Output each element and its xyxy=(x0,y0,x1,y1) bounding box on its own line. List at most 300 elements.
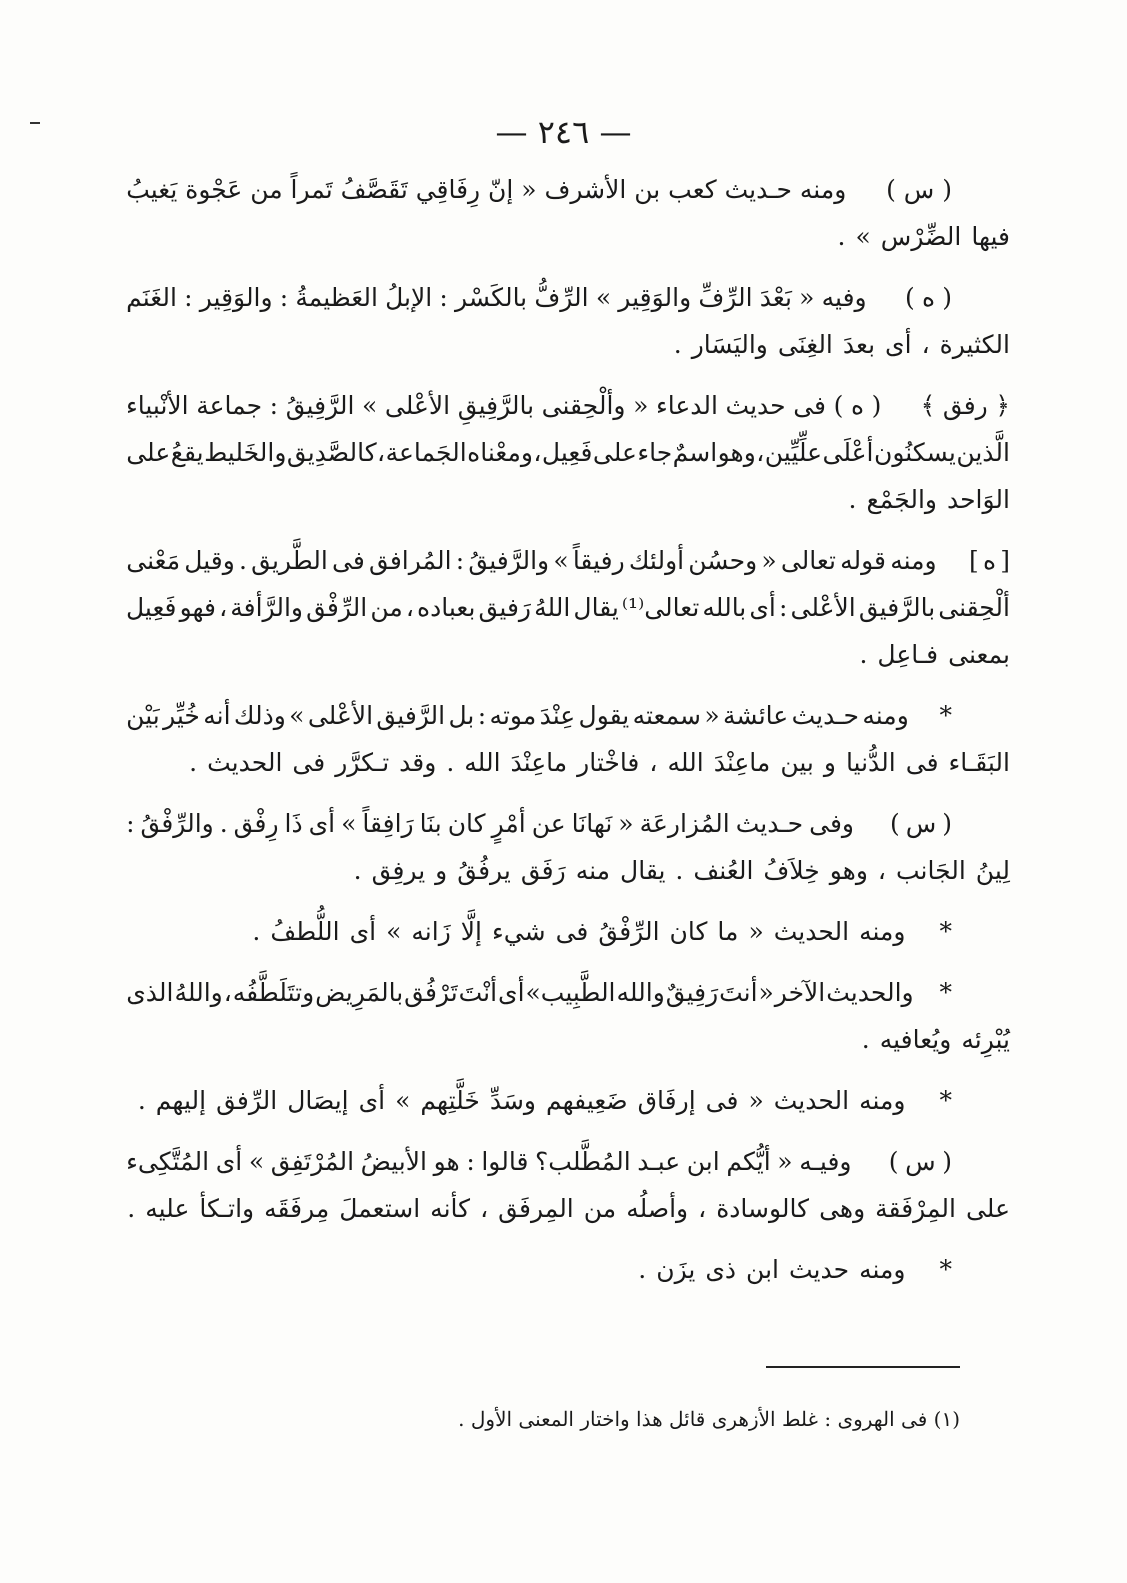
word: والرِّفْقُ xyxy=(140,809,214,838)
word: و xyxy=(435,856,448,885)
word: الأبيضُ xyxy=(360,1147,427,1176)
word: بالكَسْر xyxy=(455,283,528,312)
word: يرفِق xyxy=(371,856,426,885)
word: . xyxy=(189,748,198,777)
word: . xyxy=(353,856,362,885)
word: ( xyxy=(871,391,882,420)
word: « xyxy=(521,175,537,204)
word: : xyxy=(269,391,279,420)
word: أنتَ xyxy=(719,978,758,1007)
word: رِفْق xyxy=(233,809,279,838)
word: وألْحِقنى xyxy=(541,391,626,420)
word: « xyxy=(758,978,774,1007)
entry-marker: س xyxy=(903,175,935,204)
word: ما xyxy=(717,917,739,946)
word: » xyxy=(362,391,378,420)
word: ذَا xyxy=(284,809,303,838)
word: كان xyxy=(447,809,486,838)
word: المُزارعَة xyxy=(639,809,730,838)
word: : xyxy=(279,283,289,312)
word: يقال xyxy=(573,593,619,622)
word: . xyxy=(252,917,261,946)
word: » xyxy=(248,1147,265,1176)
word: بَعْدَ xyxy=(759,283,792,312)
word: ، xyxy=(756,438,765,467)
word: من xyxy=(250,175,283,204)
entry-marker: ] xyxy=(968,546,979,575)
entry-marker: ) xyxy=(904,283,915,312)
word: مِرفَقَه xyxy=(264,1194,330,1223)
word: الذى xyxy=(126,978,174,1007)
word: أيُّكم xyxy=(726,1147,771,1176)
word: قوله xyxy=(840,546,886,575)
word: من xyxy=(370,593,403,622)
word: يقال xyxy=(620,856,666,885)
word: ماعِنْدَ xyxy=(510,748,568,777)
entry-marker: س xyxy=(905,1147,936,1176)
word: ومنه xyxy=(859,1255,906,1284)
word: ، xyxy=(219,593,228,622)
word: العَظيمةُ xyxy=(295,283,378,312)
word: والرَّفيقُ xyxy=(468,546,550,575)
word: أى xyxy=(308,809,336,838)
word: ، xyxy=(223,978,232,1007)
word: البَقَـاء xyxy=(948,748,1010,777)
word: ه xyxy=(850,391,865,420)
word: جماعة xyxy=(196,391,263,420)
word: عليه xyxy=(145,1194,190,1223)
word: نَهانَا xyxy=(571,809,613,838)
word: إلَّا xyxy=(460,917,483,946)
word: اللُّطفُ xyxy=(270,917,340,946)
word: « xyxy=(799,283,815,312)
word: المُرافق xyxy=(368,546,452,575)
word: » xyxy=(595,283,612,312)
word: ، xyxy=(405,593,414,622)
word: الآخر xyxy=(774,978,826,1007)
word: فى xyxy=(555,917,589,946)
word: الرِّفِّ xyxy=(698,283,753,312)
word: . xyxy=(675,856,684,885)
word: زَانه xyxy=(411,917,451,946)
word: كعب xyxy=(668,175,717,204)
entry-marker: * xyxy=(939,978,952,1007)
word: المِرْفَقة xyxy=(875,1194,956,1223)
word: فـاعِل xyxy=(877,640,939,669)
main-text xyxy=(126,166,1010,1293)
word: ، xyxy=(480,1194,489,1223)
word: ذى xyxy=(705,1255,737,1284)
word: فَعِيل xyxy=(126,593,177,622)
entry-marker: ﴾ xyxy=(920,391,936,420)
word: فَعِيل xyxy=(541,438,593,467)
paragraph xyxy=(126,166,1010,260)
word: كالصَّدِيق xyxy=(286,438,377,467)
word: اسمٌ xyxy=(672,438,718,467)
word: الغِنَى xyxy=(777,330,833,359)
paragraph xyxy=(126,1138,1010,1232)
entry-marker: [ xyxy=(1000,546,1010,575)
word: ، xyxy=(649,748,658,777)
word: الإبلُ xyxy=(385,283,433,312)
word: وهى xyxy=(819,1194,866,1223)
word: ، xyxy=(533,438,542,467)
word: . xyxy=(238,546,247,575)
word: الأعْلى xyxy=(384,391,451,420)
word: أى xyxy=(215,1147,243,1176)
word: » xyxy=(855,222,871,251)
word: جاء xyxy=(637,438,673,467)
word: رَفَق xyxy=(520,856,566,885)
word: وتتَلَطَّفُه xyxy=(232,978,315,1007)
entry-marker: ( xyxy=(942,809,952,838)
word: إرفَاق xyxy=(637,1086,696,1115)
text-line xyxy=(126,1185,1010,1232)
word: الله xyxy=(464,748,501,777)
word: ومنه xyxy=(862,701,909,730)
text-line xyxy=(126,429,1010,476)
entry-marker: * xyxy=(939,701,952,730)
word: ألْحِقنى xyxy=(938,593,1010,622)
word: . xyxy=(861,1025,870,1054)
entry-marker: ) xyxy=(889,809,900,838)
entry-marker: * xyxy=(939,1255,952,1284)
entry-marker: س xyxy=(905,809,937,838)
word: عبـد xyxy=(637,1147,681,1176)
word: ومعْناه xyxy=(467,438,533,467)
word: الحديث xyxy=(207,748,283,777)
text-line xyxy=(126,1246,1010,1293)
word: إيصَال xyxy=(287,1086,349,1115)
word: عائشة xyxy=(723,701,789,730)
word: إليهم xyxy=(155,1086,207,1115)
word: « xyxy=(704,701,720,730)
word: علِّيِّين xyxy=(764,438,823,467)
footnote: (١) فى الهروى : غلط الأزهرى قائل هذا واختار المعنى الأول . xyxy=(458,1407,960,1431)
entry-marker: رفق xyxy=(942,391,988,420)
word: الحديث xyxy=(773,1086,850,1115)
word: تعالى xyxy=(780,546,836,575)
word: . xyxy=(673,330,682,359)
word: فهو xyxy=(179,593,216,622)
word: شيء xyxy=(492,917,546,946)
word: . xyxy=(859,640,868,669)
entry-marker: ( xyxy=(942,175,952,204)
text-line xyxy=(126,1016,1010,1063)
word: فى xyxy=(905,748,939,777)
word: حـديث xyxy=(724,175,792,204)
word: . xyxy=(446,748,455,777)
word: وقد xyxy=(399,748,437,777)
word: » xyxy=(395,1086,411,1115)
word: خُيِّر xyxy=(163,701,200,730)
word: خِلاَفُ xyxy=(763,856,820,885)
word: كأنه xyxy=(430,1194,471,1223)
word: مَعْنى xyxy=(126,546,181,575)
word: فى xyxy=(332,546,365,575)
word: الرِّفُّ xyxy=(534,283,589,312)
word: عَجْوة xyxy=(185,175,243,204)
word: » xyxy=(289,701,305,730)
word: الدعاء xyxy=(655,391,718,420)
word: فاخْتار xyxy=(577,748,640,777)
word: : xyxy=(126,809,135,838)
entry-marker: ه xyxy=(982,546,997,575)
word: الرَّفِيقُ xyxy=(285,391,355,420)
word: وحسُن xyxy=(688,546,758,575)
word: : xyxy=(778,593,788,622)
word: الجَانب xyxy=(895,856,966,885)
text-line xyxy=(126,584,1010,631)
word: بين xyxy=(780,748,814,777)
word: » xyxy=(553,546,569,575)
word: أى xyxy=(349,917,377,946)
word: رَفِيقٌ xyxy=(665,978,719,1007)
text-line xyxy=(126,1138,1010,1185)
word: الأعْلى xyxy=(790,593,856,622)
word: تعالى⁽¹⁾ xyxy=(621,593,700,622)
word: ماعِنْدَ xyxy=(713,748,771,777)
word: وأصلُه xyxy=(626,1194,689,1223)
word: على xyxy=(965,1194,1010,1223)
word: حـديث xyxy=(791,701,859,730)
word: ، xyxy=(877,856,886,885)
paragraph xyxy=(126,274,1010,368)
word: عِنْدَ xyxy=(539,701,576,730)
text-line xyxy=(126,213,1010,260)
word: الدُّنيا xyxy=(845,748,896,777)
text-line xyxy=(126,847,1010,894)
word: الرِّفق xyxy=(216,1086,278,1115)
entry-marker: ) xyxy=(886,175,896,204)
word: بل xyxy=(448,701,475,730)
text-line xyxy=(126,166,1010,213)
word: أى xyxy=(749,593,776,622)
word: بالمَرِيض xyxy=(315,978,404,1007)
word: ، xyxy=(377,438,386,467)
word: والله xyxy=(616,978,665,1007)
word: » xyxy=(341,809,357,838)
word: أمْرٍ xyxy=(491,809,526,838)
word: على xyxy=(592,438,637,467)
text-line xyxy=(126,739,1010,786)
word: ضَعِيفهم xyxy=(546,1086,628,1115)
word: ويُعافيه xyxy=(879,1025,952,1054)
word: قالوا xyxy=(481,1147,529,1176)
word: أى xyxy=(498,978,525,1007)
word: يقعُ xyxy=(170,438,204,467)
word: واليَسَار xyxy=(691,330,768,359)
word: وسَدِّ xyxy=(489,1086,537,1115)
word: أى xyxy=(885,330,912,359)
word: والجَمْع xyxy=(866,485,937,514)
word: يسكنُون xyxy=(873,438,956,467)
word: الحديث xyxy=(773,917,850,946)
word: الغَنَم xyxy=(126,283,177,312)
word: كان xyxy=(669,917,708,946)
text-line xyxy=(126,476,1010,523)
text-line xyxy=(126,969,1010,1016)
word: وفيـه xyxy=(799,1147,852,1176)
text-line xyxy=(126,321,1010,368)
word: الرِّفْق xyxy=(306,593,368,622)
word: العُنف xyxy=(693,856,754,885)
word: يُبْرِئه xyxy=(961,1025,1010,1054)
entry-marker: * xyxy=(939,1086,952,1115)
word: فى xyxy=(292,748,326,777)
word: المُطَّلب؟ xyxy=(535,1147,631,1176)
word: لِينُ xyxy=(975,856,1010,885)
word: والخَليط xyxy=(204,438,287,467)
word: بَيْن xyxy=(126,701,160,730)
word: . xyxy=(837,222,846,251)
word: المُتَّكِىء xyxy=(126,1147,210,1176)
word: رَافِقاً xyxy=(362,809,414,838)
entry-marker: ) xyxy=(888,1147,899,1176)
text-line xyxy=(126,1077,1010,1124)
word: حديث xyxy=(725,391,786,420)
word: إنّ xyxy=(488,175,514,204)
word: « xyxy=(633,391,649,420)
word: وقيل xyxy=(184,546,235,575)
word: واللهُ xyxy=(174,978,223,1007)
footnote-separator xyxy=(766,1366,960,1368)
word: : xyxy=(439,283,448,312)
paragraph xyxy=(126,1077,1010,1124)
word: تـكرَّر xyxy=(335,748,390,777)
word: بالرَّفيق xyxy=(858,593,936,622)
entry-marker: ه xyxy=(921,283,936,312)
word: يقول xyxy=(578,701,630,730)
word: يزَن xyxy=(656,1255,696,1284)
word: و xyxy=(823,748,836,777)
word: سمعته xyxy=(632,701,701,730)
text-line xyxy=(126,800,1010,847)
word: ومنه xyxy=(859,917,906,946)
word: بالرَّفِيقِ xyxy=(457,391,535,420)
word: ، xyxy=(698,1194,707,1223)
word: وذلك xyxy=(233,701,286,730)
word: « xyxy=(748,917,764,946)
word: موته xyxy=(489,701,537,730)
paragraph xyxy=(126,382,1010,523)
word: وفى xyxy=(809,809,854,838)
paragraph xyxy=(126,692,1010,786)
word: هو xyxy=(433,1147,460,1176)
text-line xyxy=(126,631,1010,678)
word: « xyxy=(618,809,634,838)
word: الجَماعة xyxy=(385,438,467,467)
text-line xyxy=(126,274,1010,321)
word: فى xyxy=(793,391,827,420)
word: ) xyxy=(833,391,844,420)
word: حـديث xyxy=(735,809,804,838)
word: أى xyxy=(358,1086,386,1115)
word: وهو xyxy=(829,856,868,885)
word: يرفُقُ xyxy=(457,856,511,885)
word: بعدَ xyxy=(842,330,876,359)
word: بنَا xyxy=(419,809,442,838)
word: . xyxy=(127,1194,136,1223)
word: فى xyxy=(705,1086,739,1115)
word: ابن xyxy=(686,1147,720,1176)
word: والرَّأفة xyxy=(230,593,303,622)
word: أعْلَى xyxy=(822,438,874,467)
word: الأعْلى xyxy=(307,701,374,730)
word: ومنه xyxy=(799,175,847,204)
word: واتـكأ xyxy=(199,1194,255,1223)
word: وهو xyxy=(717,438,756,467)
word: ومنه xyxy=(890,546,937,575)
word: بعباده xyxy=(417,593,476,622)
paragraph xyxy=(126,969,1010,1063)
word: : xyxy=(184,283,193,312)
word: والوَقِير xyxy=(199,283,273,312)
entry-marker: ( xyxy=(942,1147,952,1176)
word: ، xyxy=(921,330,930,359)
word: من xyxy=(583,1194,617,1223)
paragraph xyxy=(126,908,1010,955)
word: بمعنى xyxy=(948,640,1010,669)
word: رفيقاً xyxy=(572,546,625,575)
page-number: — ٢٤٦ — xyxy=(495,113,632,151)
word: الله xyxy=(667,748,704,777)
word: استعملَ xyxy=(339,1194,421,1223)
word: أنه xyxy=(203,701,231,730)
text-line xyxy=(126,382,1010,429)
word: الضِّرْس xyxy=(880,222,962,251)
word: : xyxy=(477,701,487,730)
word: حديث xyxy=(788,1255,850,1284)
word: ومنه xyxy=(859,1086,906,1115)
word: الكثيرة xyxy=(939,330,1010,359)
word: الطَّريق xyxy=(251,546,328,575)
word: . xyxy=(848,485,857,514)
word: الَّذين xyxy=(956,438,1010,467)
word: الطَّبِيب» xyxy=(525,978,616,1007)
word: أولئك xyxy=(628,546,685,575)
paragraph xyxy=(126,537,1010,678)
word: ابن xyxy=(746,1255,779,1284)
word: : xyxy=(455,546,465,575)
word: على xyxy=(126,438,171,467)
word: . xyxy=(638,1255,647,1284)
word: يَغيبُ xyxy=(126,175,178,204)
word: الأنْبياء xyxy=(126,391,189,420)
word: « xyxy=(761,546,777,575)
word: اللهُ xyxy=(534,593,571,622)
word: المُرْتَفِق xyxy=(270,1147,355,1176)
word: تَقَصَّفُ xyxy=(340,175,408,204)
word: خَلَّتِهم xyxy=(420,1086,480,1115)
word: منه xyxy=(575,856,611,885)
word: الأشرف xyxy=(544,175,627,204)
word: تَرْفُق xyxy=(404,978,458,1007)
word: الوَاحد xyxy=(946,485,1010,514)
text-line xyxy=(126,692,1010,739)
word: الرِّفْقُ xyxy=(598,917,660,946)
word: بن xyxy=(634,175,661,204)
word: بالله xyxy=(702,593,747,622)
word: « xyxy=(748,1086,764,1115)
word: أنْتَ xyxy=(458,978,498,1007)
word: الرَّفيق xyxy=(376,701,446,730)
entry-marker: * xyxy=(939,917,952,946)
word: والوَقِير xyxy=(618,283,692,312)
word: » xyxy=(386,917,402,946)
word: . xyxy=(219,809,228,838)
word: وفيه xyxy=(821,283,867,312)
